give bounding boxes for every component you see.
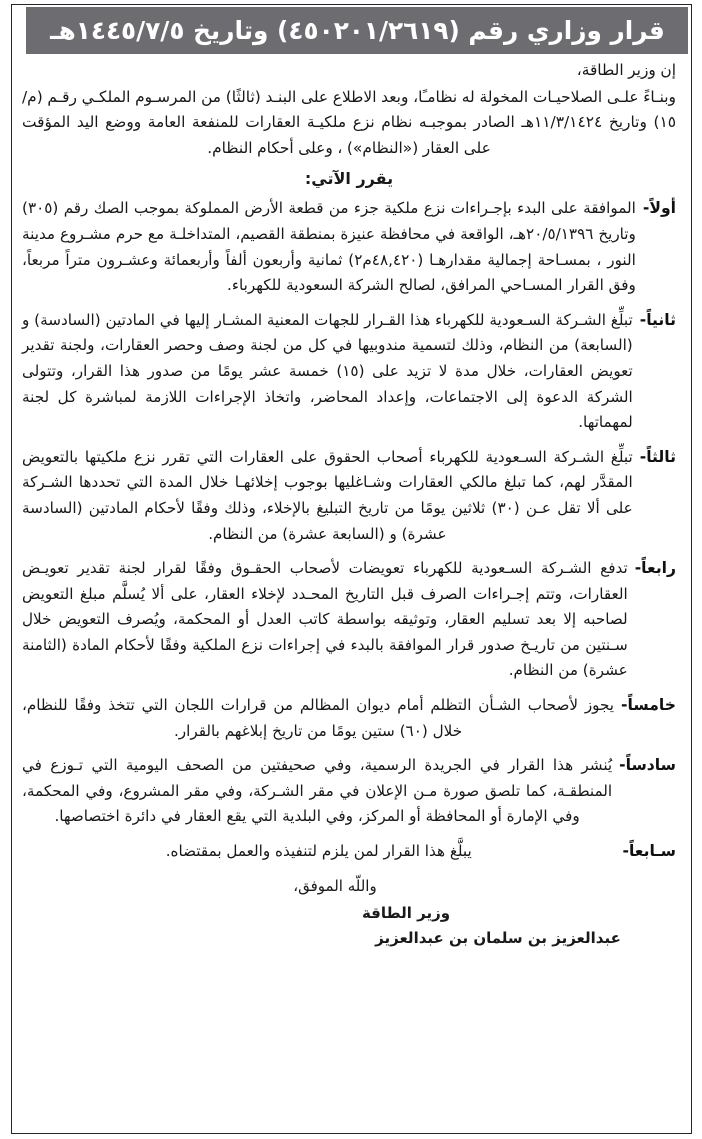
clause-text: يُنشر هذا القرار في الجريدة الرسمية، وفي صحيفتين من الصحف اليومية التي تـوزع في المنطقـة، كما تلصق صورة مـن الإعلان في مقر الشـركة، وفي مقر المشروع، وفي المحكمة، وفي الإمارة أو المحافظة أو المركز، وفي البلدية التي يقع العقار في دائرة اختصاصها. bbox=[22, 756, 613, 826]
clause-item bbox=[22, 693, 676, 744]
clause-text: تبلِّغ الشـركة السـعودية للكهرباء هذا القـرار للجهات المعنية المشـار إليها في المادتين (السادسة) و (السابعة) من النظام، وذلك لتسمية مندوبيها في كل من لجنة وصف وحصر العقارات، ولجنة تقدير تعويض العقارات، خلال مدة لا تزيد على (١٥) خمسة عشر يومًا من صدور هذا القرار، وتتولى الشركة الدعوة إلى الاجتماعات، وإعداد المحاضر، واتخاذ الإجراءات اللازمة لمباشرة كل لجنة لمهماتها. bbox=[22, 310, 633, 432]
clause-label: سادساً- bbox=[619, 756, 676, 775]
signature-block bbox=[22, 901, 676, 951]
clause-item bbox=[22, 308, 676, 436]
decree-header-title: قرار وزاري رقم (٤٥٠٢٠١/٢٦١٩) وتاريخ ١٤٤٥/٧/٥هـ bbox=[49, 16, 665, 45]
clause-text: يجوز لأصحاب الشـأن التظلم أمام ديوان المظالم من قرارات اللجان التي تتخذ وفقًا للنظام، خلال (٦٠) ستين يومًا من تاريخ إبلاغهم بالقرار. bbox=[22, 696, 615, 740]
clause-label: أولاً- bbox=[642, 199, 676, 218]
clause-item bbox=[22, 556, 676, 684]
clause-label: ثانياً- bbox=[639, 310, 676, 329]
clause-text: يبلَّغ هذا القرار لمن يلزم لتنفيذه والعمل بمقتضاه. bbox=[165, 842, 472, 861]
signatory-name: عبدالعزيز بن سلمان بن عبدالعزيز bbox=[375, 928, 621, 947]
clause-label: رابعاً- bbox=[634, 559, 676, 578]
preamble-paragraph: وبنـاءً علـى الصلاحيـات المخولة له نظامـًا، وبعد الاطلاع على البنـد (ثالثًا) من المرسـوم الملكـي رقـم (م/١٥) وتاريخ ١١/٣/١٤٢٤هـ الصادر بموجبـه نظام نزع ملكيـة العقارات للمنفعة العامة ووضع اليد المؤقت على العقار («النظام») ، وعلى أحكام النظام. bbox=[22, 87, 676, 157]
clause-item bbox=[22, 753, 676, 830]
clause-text: تدفع الشـركة السـعودية للكهرباء تعويضات لأصحاب الحقـوق وفقًا لقرار لجنة تقدير تعويـض العقارات، وتتم إجـراءات الصرف قبل التاريخ المحـدد لإخلاء العقار، على ألا يُسلَّم مبلغ التعويض لصاحبه إلا بعد تسليم العقار، وتوثيقه بواسطة كاتب العدل أو المحكمة، ويُصرف التعويض خلال سـنتين من تاريـخ صدور قرار الموافقة بالبدء في إجراءات نزع الملكية وفقًا لأحكام المادة (الثامنة عشرة) من النظام. bbox=[22, 559, 628, 680]
decree-body bbox=[22, 58, 676, 951]
clause-label: خامساً- bbox=[621, 696, 676, 715]
opening-salutation: إن وزير الطاقة، bbox=[576, 61, 676, 79]
clause-item bbox=[22, 196, 676, 298]
clause-label: ثالثاً- bbox=[639, 447, 676, 466]
decides-heading: يقرر الآتي: bbox=[304, 169, 394, 189]
clause-text: تبلِّغ الشـركة السـعودية للكهرباء أصحاب الحقوق على العقارات التي تقرر نزع ملكيتها بالتعويض المقدَّر لهم، كما تبلغ مالكي العقارات وشـاغليها بوجوب إخلائهـا خلال المدة التي تحددها الشـركة على ألا تقل عـن (٣٠) ثلاثين يومًا من تاريخ التبليغ بالإخلاء، وذلك وفقًا لأحكام المادتين (السادسة عشرة) و (السابعة عشرة) من النظام. bbox=[22, 447, 633, 543]
closing-invocation: واللّه الموفق، bbox=[293, 876, 377, 895]
decree-header-band bbox=[26, 7, 688, 54]
signatory-title: وزير الطاقة bbox=[361, 903, 451, 922]
clause-item bbox=[22, 839, 676, 865]
clause-item bbox=[22, 445, 676, 547]
clause-label: سـابعاً- bbox=[622, 842, 676, 861]
clause-text: الموافقة على البدء بإجـراءات نزع ملكية جزء من قطعة الأرض المملوكة بموجب الصك رقم (٣٠٥) وتاريخ ٢٠/٥/١٣٩٦هـ، الواقعة في محافظة عنيزة بمنطقة القصيم، المتداخلـة مع حرم مشـروع مدينة النور ، بمسـاحة إجمالية مقدارهـا (٤٨,٤٢٠م٢) ثمانية وأربعون ألفاً وأربعمائة وعشـرون متراً مربعاً، وفق القرار المسـاحي المرافق، لصالح الشركة السعودية للكهرباء. bbox=[22, 199, 636, 295]
